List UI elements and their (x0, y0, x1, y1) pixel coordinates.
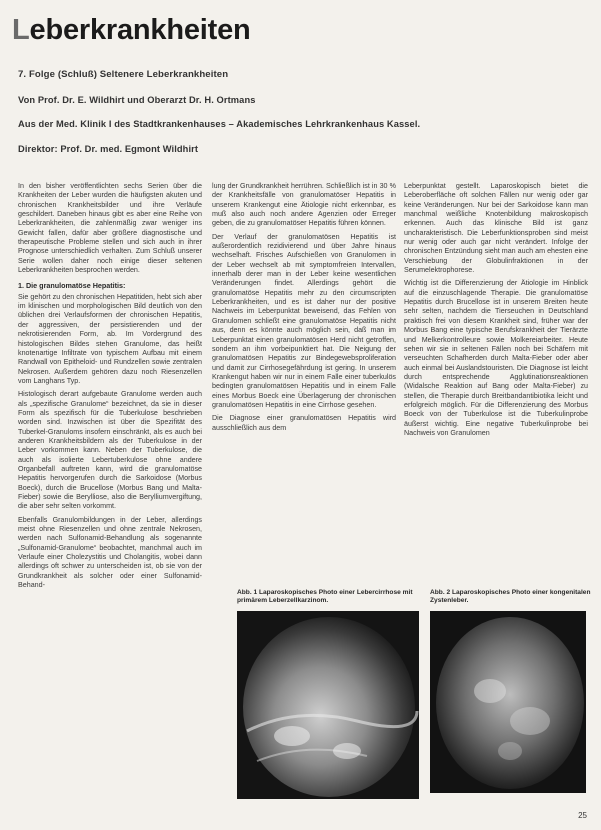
paragraph: Sie gehört zu den chronischen Hepatitiden, hebt sich aber im klinischen und morphologischen Bild deutlich von den üblichen drei Verlaufsformen der chronischen Hepatitis, der aggressiven, der persistierenden und der nekrotisierenden Form, ab. Im Vordergrund des histologischen Bildes stehen Granulome, das heißt knotenartige Infiltrate von typischem Aufbau mit einem Randwall von Epitheloid- und Rundzellen sowie zentralen Nekrosen. Außerdem gehören dazu noch Riesenzellen vom Langhans Typ. (18, 292, 202, 385)
section-heading: 1. Die granulomatöse Hepatitis: (18, 281, 126, 291)
figure-caption: Abb. 2 Laparoskopisches Photo einer kongenitalen Zystenleber. (430, 589, 591, 604)
paragraph: In den bisher veröffentlichten sechs Serien über die Krankheiten der Leber wurden die häufigsten akuten und chronischen Krankheitsbilder und ihre Verläufe geschildert. Daneben hinaus gibt es aber eine Reihe von Leberkrankheiten, die zahlenmäßig zwar weniger ins Gewicht fallen, dafür aber größere diagnostische und therapeutische Probleme stellen und sich auch in ihrer Prognose unterschiedlich verhalten. Zum Schluß unserer Serie wollen daher noch einige dieser seltenen Leberkrankheiten besprochen werden. (18, 182, 202, 275)
photo-1-image (237, 611, 419, 799)
authors-line: Von Prof. Dr. E. Wildhirt und Oberarzt Dr. H. Ortmans (18, 95, 256, 105)
paragraph: Die Diagnose einer granulomatösen Hepatitis wird ausschließlich aus dem (212, 414, 396, 432)
page-number: 25 (578, 811, 587, 820)
figure-caption: Abb. 1 Laparoskopisches Photo einer Lebercirrhose mit primärem Leberzellkarzinom. (237, 589, 413, 604)
paragraph: Leberpunktat gestellt. Laparoskopisch bietet die Leberoberfläche oft solchen Fällen nur wenig oder gar keine Veränderungen. Nur bei der Sarkoidose kann man manchmal weißliche Knotenbildung makroskopisch erkennen. Auch das klinische Bild ist ganz uncharakteristisch. Die Leberfunktionsproben sind meist nur wenig oder auch gar nicht verändert. Infolge der chronischen Entzündung sieht man auch am ehesten eine Verschiebung der Globulinfraktionen in der Serumelektrophorese. (404, 182, 588, 275)
paragraph: Wichtig ist die Differenzierung der Ätiologie im Hinblick auf die einzuschlagende Therapie. Die granulomatöse Hepatitis durch Brucellose ist in unserem Breiten heute sehr selten, nachdem die Tierseuchen in Deutschland praktisch frei von diesem Krankheit sind, früher war der Morbus Bang eine typische Berufskrankheit der Tierärzte und Melkerkontrolleure sowie Molkereiarbeiter. Heute sehen wir sie in seltenen Fällen noch bei Schäfern mit verseuchten Schafherden durch Malta-Fieber oder aber auch einmal bei Auslandstouristen. Die Diagnose ist leicht durch entsprechende Agglutinationsreaktionen (Widalsche Reaktion auf Bang oder Malta-Fieber) zu stellen, die Therapie durch Breitbandantibiotika leicht und erfolgreich möglich. Für die Differenzierung des Morbus Boeck von der Tuberkulose ist die Tuberkulinprobe äußerst wichtig. Eine negative Tuberkulinprobe bei Nachweis von Granulomen (404, 279, 588, 437)
figure-2 (430, 589, 601, 793)
photo-2-image (430, 611, 586, 793)
text-column-2 (212, 182, 396, 592)
series-heading: 7. Folge (Schluß) Seltenere Leberkrankheiten (18, 69, 229, 80)
laparoscopic-photo-2 (430, 611, 586, 793)
director-line: Direktor: Prof. Dr. med. Egmont Wildhirt (18, 144, 199, 154)
title-initial: L (12, 14, 30, 46)
paragraph: Der Verlauf der granulomatösen Hepatitis ist außerordentlich rezidivierend und über Jahre hinaus wechselhaft. Frisches Aufschießen von Granulomen in der Leber wechselt ab mit symptomfreien Intervallen, innerhalb derer man in der Leber keine wesentlichen Veränderungen findet. Allerdings gehört die granulomatöse Hepatitis mehr zu den circumscripten Leberkrankheiten, und es ist daher nur der positive Nachweis im Leberpunktat beweisend, das Fehlen von Granulomen schließt eine granulomatöse Hepatitis nicht aus, denn es könnte auch möglich sein, daß man im Leberpunktat einen granulomatösen Herd nicht getroffen, sondern an ihm vorbeipunktiert hat. Die Neigung der granulomatösen Hepatitis zur Bindegewebsproliferation und damit zur Cirrhosegefährdung ist gering. In unserem Krankengut haben wir nur in einem Falle einer tuberkulös bedingten granulomatösen Hepatitis und in einem Falle eines Morbus Boeck eine Überlagerung der chronischen granulomatösen Hepatitis in eine Cirrhose gesehen. (212, 232, 396, 409)
laparoscopic-photo-1 (237, 611, 419, 799)
paragraph: Histologisch derart aufgebaute Granulome werden auch als „spezifische Granulome“ bezeichnet, da sie in dieser Form als spezifisch für die Tuberkulose beschrieben worden sind. Inzwischen ist über die Spezifität des Tuberkel-Granuloms insofern einschränkt, als es auch bei anderen Krankheitsbildern als der Tuberkulose in der Leber vorkommen kann. Neben der Tuberkulose, die auch als isolierte Lebertuberkulose ohne andere Organbefall auftreten kann, wird die granulomatöse Hepatitis hervorgerufen durch die Sarkoidose (Morbus Boeck), durch die Brucellose (Morbus Bang und Malta-Fieber) sowie die Berylliose, also die Berylliumvergiftung, die aber sehr selten vorkommt. (18, 390, 202, 511)
text-column-3 (404, 182, 588, 562)
institution-line: Aus der Med. Klinik I des Stadtkrankenhauses – Akademisches Lehrkrankenhaus Kassel. (18, 119, 421, 129)
text-column-1 (18, 182, 202, 822)
paragraph: lung der Grundkrankheit herrühren. Schließlich ist in 30 % der Krankheitsfälle von granulomatöser Hepatitis in unserem Krankengut eine Ätiologie nicht erkennbar, es muß also auch noch andere Agenzien oder Erreger geben, die zu granulomatöser Hepatitis führen können. (212, 182, 396, 228)
page-title (12, 14, 251, 47)
title-rest: eberkrankheiten (29, 14, 251, 46)
paragraph: Ebenfalls Granulombildungen in der Leber, allerdings meist ohne Riesenzellen und ohne zentrale Nekrosen, werden nach Sulfonamid-Behandlung als sogenannte „Sulfonamid-Granulome“ beobachtet, manchmal auch im Verlaufe einer Cholezystitis und Cholangitis, wobei dann allerdings oft schwer zu unterscheiden ist, ob sie von der Grundkrankheit als solcher oder einer Sulfonamid-Behand- (18, 515, 202, 590)
figure-1 (237, 589, 421, 799)
